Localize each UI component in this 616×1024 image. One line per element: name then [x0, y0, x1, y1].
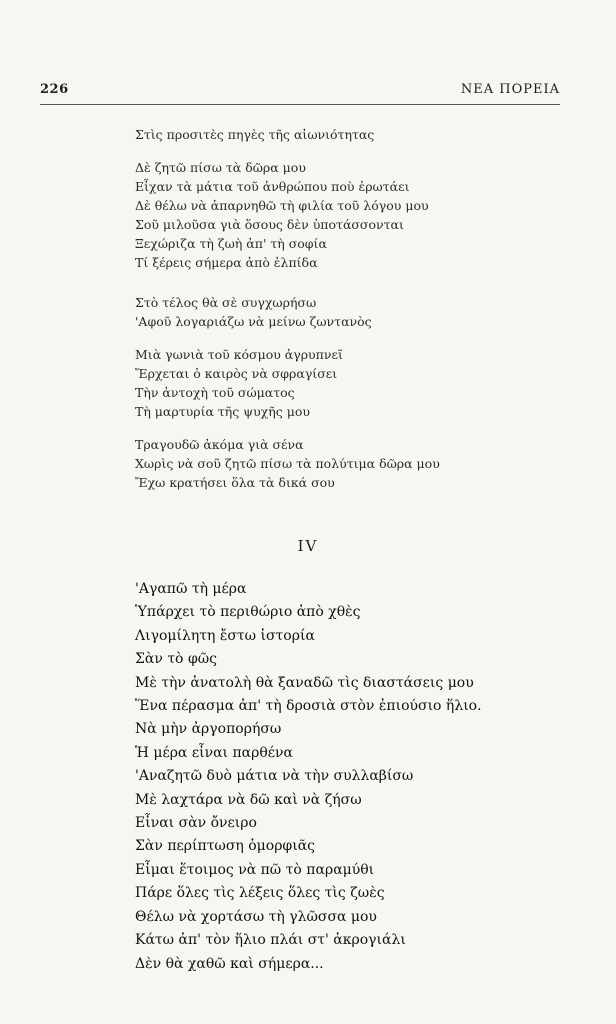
running-title: ΝΕΑ ΠΟΡΕΙΑ [460, 82, 560, 97]
stanza-1 [135, 125, 575, 144]
poem-line: 'Αφοῦ λογαριάζω νὰ μείνω ζωντανὸς [135, 314, 372, 329]
poem-line: Ξεχώριζα τὴ ζωὴ ἀπ' τὴ σοφία [135, 236, 327, 251]
poem-line: Σοῦ μιλοῦσα γιὰ ὅσους δὲν ὑποτάσσονται [135, 217, 404, 232]
poem-line: Δὲν θὰ χαθῶ καὶ σήμερα... [135, 955, 324, 972]
poem-line: Ἔχω κρατήσει ὅλα τὰ δικά σου [135, 475, 335, 490]
poem-line: Δὲ θέλω νὰ ἀπαρνηθῶ τὴ φιλία τοῦ λόγου μου [135, 198, 429, 213]
poem-line: Ἡ μέρα εἶναι παρθένα [135, 744, 294, 761]
poem-line: Τὴν ἀντοχὴ τοῦ σώματος [135, 385, 295, 400]
poem-line: Κάτω ἀπ' τὸν ἥλιο πλάι στ' ἀκρογιάλι [135, 932, 406, 949]
poem-line: Στὸ τέλος θὰ σὲ συγχωρήσω [135, 295, 317, 310]
poem-line: Μὲ τὴν ἀνατολὴ θὰ ξαναδῶ τὶς διαστάσεις μου [135, 674, 474, 691]
poem-line: Θέλω νὰ χορτάσω τὴ γλῶσσα μου [135, 908, 377, 925]
poem-line: Στὶς προσιτὲς πηγὲς τῆς αἰωνιότητας [135, 127, 375, 142]
stanza-5 [135, 435, 575, 492]
poem-line: Λιγομίλητη ἔστω ἱστορία [135, 627, 315, 644]
stanza-2 [135, 158, 575, 272]
poem-line: Σὰν τὸ φῶς [135, 651, 217, 668]
poem-line: Νὰ μὴν ἀργοπορήσω [135, 721, 282, 738]
header-rule [40, 104, 560, 105]
page-number: 226 [40, 82, 69, 97]
poem-line: Χωρὶς νὰ σοῦ ζητῶ πίσω τὰ πολύτιμα δῶρα μου [135, 456, 440, 471]
poem-line: 'Αναζητῶ δυὸ μάτια νὰ τὴν συλλαβίσω [135, 768, 414, 785]
stanza-3 [135, 293, 575, 331]
page-header [40, 82, 560, 102]
stanza-part-2 [135, 578, 575, 976]
poem-line: Ὑπάρχει τὸ περιθώριο ἀπὸ χθὲς [135, 604, 361, 621]
poem-line: Εἶναι σὰν ὄνειρο [135, 815, 257, 832]
poem-line: 'Αγαπῶ τὴ μέρα [135, 581, 247, 597]
poem-line: Μιὰ γωνιὰ τοῦ κόσμου ἀγρυπνεῖ [135, 347, 343, 362]
poem-line: Σὰν περίπτωση ὁμορφιᾶς [135, 838, 316, 855]
poem-line: Πάρε ὅλες τὶς λέξεις ὅλες τὶς ζωὲς [135, 885, 385, 902]
poem-line: Εἶμαι ἕτοιμος νὰ πῶ τὸ παραμύθι [135, 861, 375, 878]
poem-line: Ἔρχεται ὁ καιρὸς νὰ σφραγίσει [135, 366, 338, 381]
section-heading: IV [297, 537, 319, 555]
poem-line: Εἶχαν τὰ μάτια τοῦ ἀνθρώπου ποὺ ἐρωτάει [135, 179, 410, 194]
poem-line: Δὲ ζητῶ πίσω τὰ δῶρα μου [135, 160, 306, 175]
stanza-4 [135, 345, 575, 421]
poem-line: Τὴ μαρτυρία τῆς ψυχῆς μου [135, 404, 310, 419]
poem-line: Τί ξέρεις σήμερα ἀπὸ ἐλπίδα [135, 255, 318, 270]
poem-line: Τραγουδῶ ἀκόμα γιὰ σένα [135, 437, 304, 452]
poem-line: Μὲ λαχτάρα νὰ δῶ καὶ νὰ ζήσω [135, 791, 362, 808]
poem-line: Ἕνα πέρασμα ἀπ' τὴ δροσιὰ στὸν ἐπιούσιο ἥλιο. [135, 698, 482, 715]
